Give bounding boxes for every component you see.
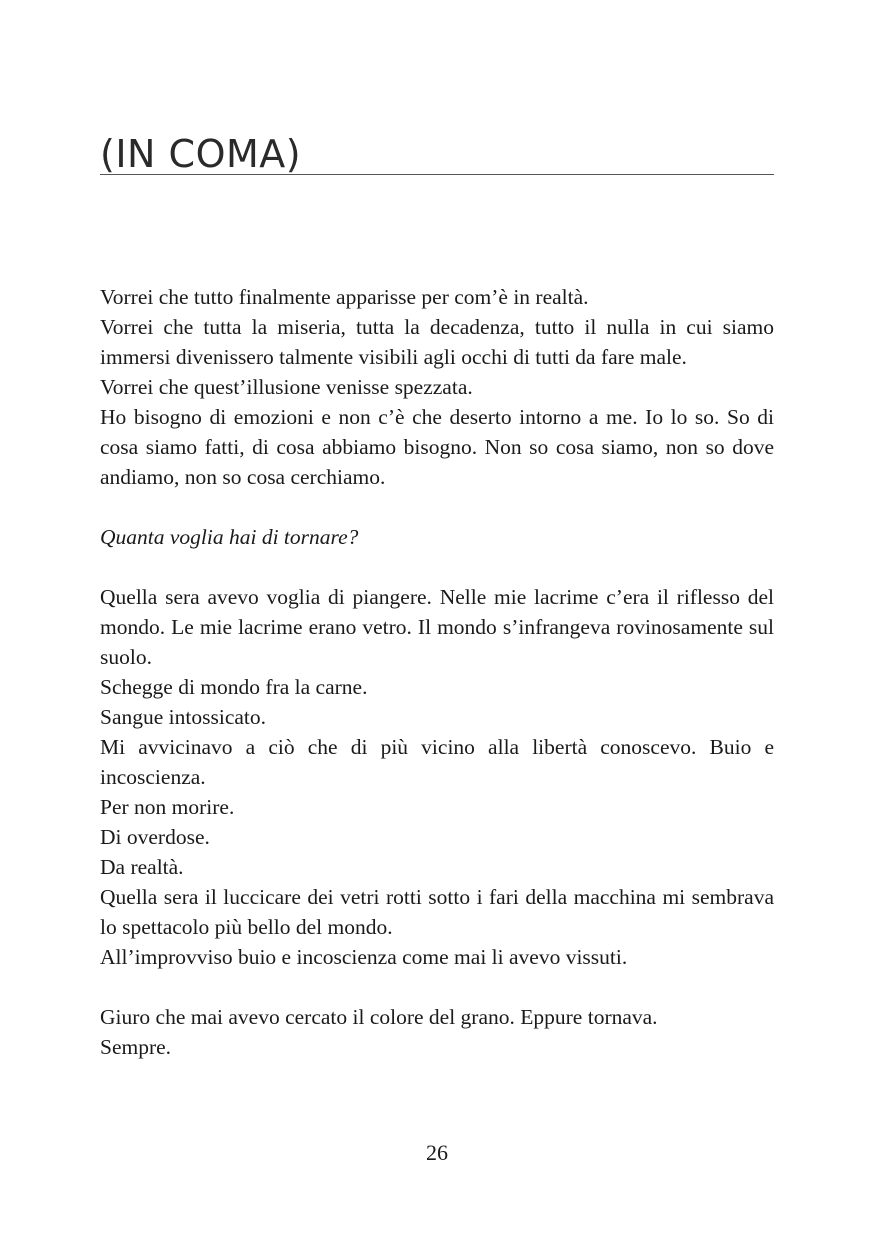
paragraph: Mi avvicinavo a ciò che di più vicino alla libertà conoscevo. Buio e incoscienza. <box>100 735 774 789</box>
chapter-body <box>100 282 774 1062</box>
page-number: 26 <box>426 1140 448 1165</box>
paragraph: Sempre. <box>100 1035 172 1059</box>
paragraph: Ho bisogno di emozioni e non c’è che deserto intorno a me. Io lo so. So di cosa siamo fatti, di cosa abbiamo bisogno. Non so cosa siamo, non so dove andiamo, non so cosa cerchiamo. <box>100 405 774 489</box>
paragraph: Sangue intossicato. <box>100 705 267 729</box>
paragraph-gap <box>100 492 774 522</box>
italic-question: Quanta voglia hai di tornare? <box>100 525 359 549</box>
paragraph: Giuro che mai avevo cercato il colore del grano. Eppure tornava. <box>100 1005 658 1029</box>
paragraph: Vorrei che quest’illusione venisse spezzata. <box>100 375 473 399</box>
chapter-title: (IN COMA) <box>100 132 774 175</box>
paragraph: Quella sera avevo voglia di piangere. Nelle mie lacrime c’era il riflesso del mondo. Le mie lacrime erano vetro. Il mondo s’infrangeva rovinosamente sul suolo. <box>100 585 774 669</box>
paragraph: Per non morire. <box>100 795 235 819</box>
paragraph: Vorrei che tutto finalmente apparisse per com’è in realtà. <box>100 285 589 309</box>
paragraph: Quella sera il luccicare dei vetri rotti sotto i fari della macchina mi sembrava lo spettacolo più bello del mondo. <box>100 885 774 939</box>
paragraph: All’improvviso buio e incoscienza come mai li avevo vissuti. <box>100 945 628 969</box>
paragraph-gap <box>100 972 774 1002</box>
paragraph: Vorrei che tutta la miseria, tutta la decadenza, tutto il nulla in cui siamo immersi divenissero talmente visibili agli occhi di tutti da fare male. <box>100 315 774 369</box>
paragraph: Schegge di mondo fra la carne. <box>100 675 368 699</box>
paragraph: Di overdose. <box>100 825 210 849</box>
paragraph: Da realtà. <box>100 855 184 879</box>
book-page <box>100 0 774 1240</box>
paragraph-gap <box>100 552 774 582</box>
